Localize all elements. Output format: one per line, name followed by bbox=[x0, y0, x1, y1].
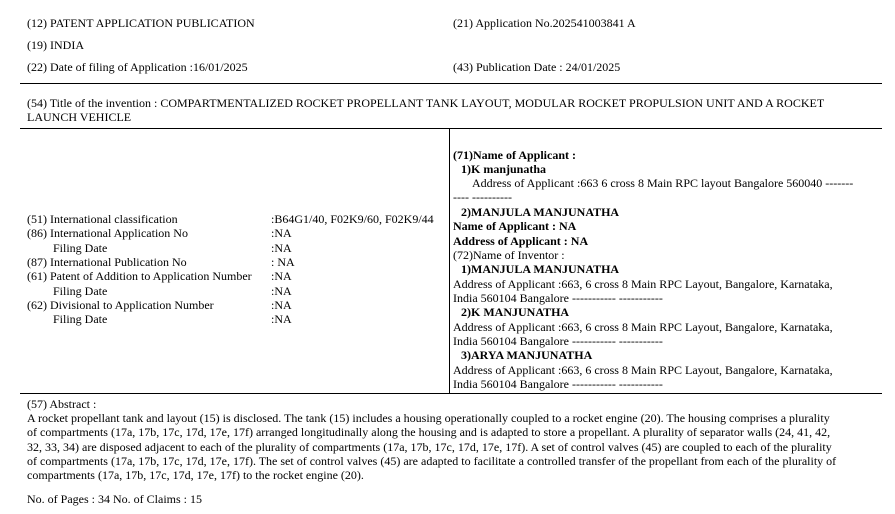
abstract-line: of compartments (17a, 17b, 17c, 17d, 17e, 17f) arranged longitudinally along the housing and is adapted to store a propellant. A plurality of separator walls (24, 41, 42, bbox=[27, 425, 831, 439]
classification-value: : NA bbox=[271, 255, 295, 269]
classification-value: :NA bbox=[271, 241, 292, 255]
publication-date: (43) Publication Date : 24/01/2025 bbox=[453, 60, 621, 74]
applicant-heading: (71)Name of Applicant : bbox=[453, 148, 576, 162]
invention-title-line2: LAUNCH VEHICLE bbox=[27, 110, 132, 124]
inventor-address-continued: India 560104 Bangalore ----------- ----------- bbox=[453, 334, 663, 348]
classification-label: Filing Date bbox=[53, 241, 108, 255]
inventor-address: Address of Applicant :663, 6 cross 8 Main RPC Layout, Bangalore, Karnataka, bbox=[453, 320, 833, 334]
inventor-address-continued: India 560104 Bangalore ----------- ----------- bbox=[453, 377, 663, 391]
application-number: (21) Application No.202541003841 A bbox=[453, 16, 636, 30]
invention-title-line1: (54) Title of the invention : COMPARTMENTALIZED ROCKET PROPELLANT TANK LAYOUT, MODULAR ROCKET PROPULSION UNIT AND A ROCKET bbox=[27, 96, 825, 110]
applicant-name: 2)MANJULA MANJUNATHA bbox=[461, 205, 620, 219]
applicant-name-na: Name of Applicant : NA bbox=[453, 219, 577, 233]
applicant-address-continued: ---- ---------- bbox=[453, 190, 512, 204]
country: (19) INDIA bbox=[27, 38, 84, 52]
applicant-name: 1)K manjunatha bbox=[461, 162, 547, 176]
classification-value: :NA bbox=[271, 269, 292, 283]
classification-value: :NA bbox=[271, 298, 292, 312]
publication-type: (12) PATENT APPLICATION PUBLICATION bbox=[27, 16, 255, 30]
classification-value: :B64G1/40, F02K9/60, F02K9/44 bbox=[271, 212, 434, 226]
pages-claims-count: No. of Pages : 34 No. of Claims : 15 bbox=[27, 492, 202, 506]
abstract-line: 32, 33, 34) are disposed adjacent to each of the plurality of compartments (17a, 17b, 17c, 17d, 17e, 17f). A set of control valves (45) are coupled to each of the plurality bbox=[27, 440, 832, 454]
applicant-address-na: Address of Applicant : NA bbox=[453, 234, 589, 248]
abstract-heading: (57) Abstract : bbox=[27, 397, 97, 411]
filing-date: (22) Date of filing of Application :16/01/2025 bbox=[27, 60, 248, 74]
inventor-heading: (72)Name of Inventor : bbox=[453, 248, 565, 262]
details-divider bbox=[20, 393, 882, 394]
classification-label: (87) International Publication No bbox=[27, 255, 187, 269]
classification-label: Filing Date bbox=[53, 312, 108, 326]
classification-label: Filing Date bbox=[53, 284, 108, 298]
abstract-line: A rocket propellant tank and layout (15) is disclosed. The tank (15) includes a housing operationally coupled to a rocket engine (20). The housing comprises a plurality bbox=[27, 411, 830, 425]
column-divider bbox=[449, 128, 450, 393]
inventor-name: 1)MANJULA MANJUNATHA bbox=[461, 262, 620, 276]
inventor-address-continued: India 560104 Bangalore ----------- ----------- bbox=[453, 291, 663, 305]
title-divider bbox=[20, 128, 882, 129]
inventor-address: Address of Applicant :663, 6 cross 8 Main RPC Layout, Bangalore, Karnataka, bbox=[453, 363, 833, 377]
classification-label: (62) Divisional to Application Number bbox=[27, 298, 214, 312]
abstract-line: of compartments (17a, 17b, 17c, 17d, 17e, 17f). The set of control valves (45) are adapted to facilitate a controlled transfer of the propellant from each of the plurality of bbox=[27, 454, 837, 468]
inventor-name: 2)K MANJUNATHA bbox=[461, 305, 570, 319]
classification-label: (61) Patent of Addition to Application Number bbox=[27, 269, 252, 283]
classification-value: :NA bbox=[271, 284, 292, 298]
header-divider bbox=[20, 83, 882, 84]
abstract-line: compartments (17a, 17b, 17c, 17d, 17e, 17f) to the rocket engine (20). bbox=[27, 468, 364, 482]
classification-value: :NA bbox=[271, 312, 292, 326]
applicant-address: Address of Applicant :663 6 cross 8 Main RPC layout Bangalore 560040 ------- bbox=[472, 176, 854, 190]
inventor-name: 3)ARYA MANJUNATHA bbox=[461, 348, 593, 362]
classification-label: (51) International classification bbox=[27, 212, 178, 226]
inventor-address: Address of Applicant :663, 6 cross 8 Main RPC Layout, Bangalore, Karnataka, bbox=[453, 277, 833, 291]
classification-value: :NA bbox=[271, 226, 292, 240]
classification-label: (86) International Application No bbox=[27, 226, 188, 240]
